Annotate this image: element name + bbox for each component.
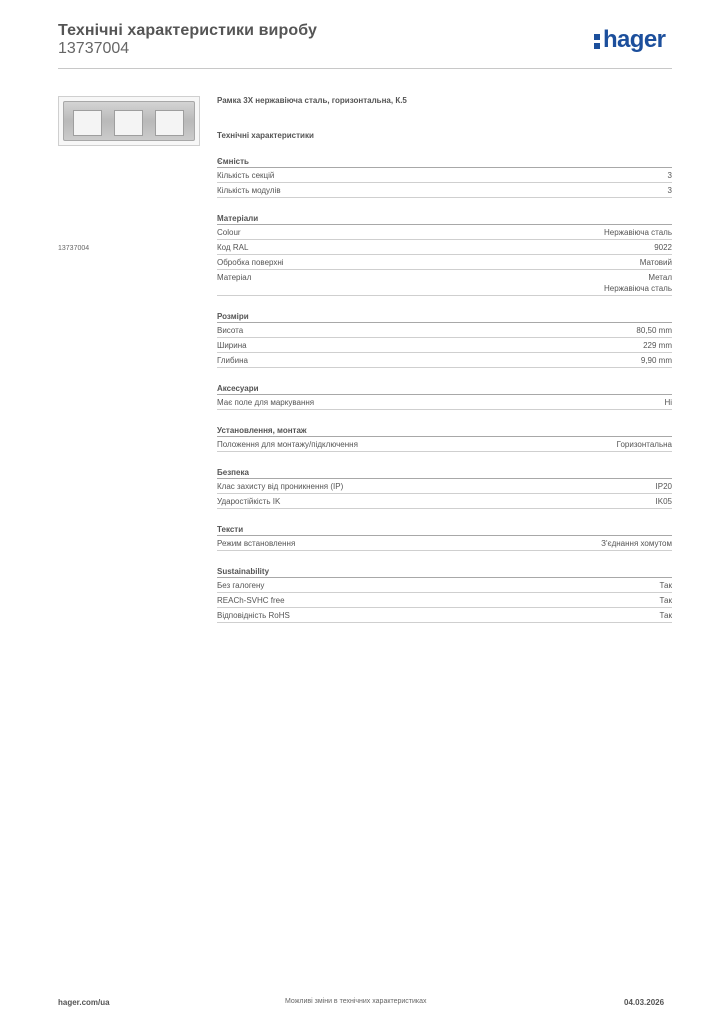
group-title: Безпека — [217, 467, 672, 479]
spec-value-line: 3 — [667, 186, 672, 195]
spec-group — [217, 467, 672, 509]
spec-value-line: 80,50 mm — [636, 326, 672, 335]
spec-group — [217, 156, 672, 198]
spec-label: Colour — [217, 228, 241, 237]
spec-value-line: Так — [659, 581, 672, 590]
spec-label: Код RAL — [217, 243, 249, 252]
spec-row — [217, 323, 672, 338]
spec-row — [217, 437, 672, 452]
footer-website-link[interactable]: hager.com/ua — [58, 998, 110, 1007]
spec-label: Кількість секцій — [217, 171, 275, 180]
logo-text: hager — [603, 26, 666, 53]
spec-label: Має поле для маркування — [217, 398, 315, 407]
spec-group — [217, 524, 672, 551]
spec-row — [217, 225, 672, 240]
spec-label: Кількість модулів — [217, 186, 281, 195]
spec-value — [660, 580, 672, 591]
spec-value — [656, 481, 672, 492]
spec-value — [660, 610, 672, 621]
spec-value — [660, 595, 672, 606]
group-title: Розміри — [217, 311, 672, 323]
spec-value — [636, 325, 672, 336]
spec-value — [640, 257, 672, 268]
spec-row — [217, 353, 672, 368]
spec-value-line: З'єднання хомутом — [601, 539, 672, 548]
header-divider — [58, 68, 672, 69]
footer-date: 04.03.2026 — [624, 998, 665, 1007]
group-title: Аксесуари — [217, 383, 672, 395]
spec-label: Без галогену — [217, 581, 265, 590]
footer-note: Можливі зміни в технічних характеристиках — [285, 998, 427, 1005]
spec-value-line: 9022 — [654, 243, 672, 252]
spec-row — [217, 270, 672, 296]
image-caption: 13737004 — [58, 245, 90, 252]
spec-value — [668, 170, 672, 181]
spec-value — [656, 496, 672, 507]
spec-row — [217, 338, 672, 353]
spec-label: Матеріал — [217, 273, 252, 282]
spec-value-line: Матовий — [639, 258, 672, 267]
spec-label: Клас захисту від проникнення (IP) — [217, 482, 344, 491]
group-title: Тексти — [217, 524, 672, 536]
spec-row — [217, 578, 672, 593]
spec-label: Режим встановлення — [217, 539, 296, 548]
spec-group — [217, 383, 672, 410]
frame-window — [73, 110, 102, 136]
spec-label: REACh-SVHC free — [217, 596, 285, 605]
spec-group — [217, 566, 672, 623]
group-title: Матеріали — [217, 213, 672, 225]
spec-value — [641, 355, 672, 366]
spec-label: Глибина — [217, 356, 248, 365]
hager-logo[interactable] — [594, 28, 665, 56]
spec-row — [217, 593, 672, 608]
spec-value-line: Метал — [648, 273, 672, 282]
document-title: Технічні характеристики виробу — [58, 22, 317, 39]
spec-value — [664, 397, 672, 408]
spec-row — [217, 494, 672, 509]
spec-row — [217, 255, 672, 270]
group-title: Ємність — [217, 156, 672, 168]
spec-row — [217, 168, 672, 183]
spec-label: Відповідність RoHS — [217, 611, 290, 620]
spec-value — [601, 538, 672, 549]
spec-label: Ударостійкість IK — [217, 497, 281, 506]
product-code: 13737004 — [58, 40, 130, 57]
spec-row — [217, 395, 672, 410]
spec-label: Положення для монтажу/підключення — [217, 440, 358, 449]
spec-label: Висота — [217, 326, 244, 335]
spec-value-line: 3 — [667, 171, 672, 180]
spec-row — [217, 240, 672, 255]
spec-value-line: 229 mm — [643, 341, 672, 350]
product-image — [58, 96, 200, 146]
frame-icon — [63, 101, 195, 141]
spec-value-line: Так — [659, 611, 672, 620]
spec-value — [604, 227, 672, 238]
spec-value — [668, 185, 672, 196]
spec-group — [217, 311, 672, 368]
logo-colon-icon — [594, 28, 602, 52]
group-title: Установлення, монтаж — [217, 425, 672, 437]
spec-value — [617, 439, 672, 450]
spec-group — [217, 425, 672, 452]
spec-row — [217, 536, 672, 551]
group-title: Sustainability — [217, 566, 672, 578]
spec-row — [217, 608, 672, 623]
spec-value — [643, 340, 672, 351]
spec-value — [604, 272, 672, 294]
spec-value-line: Нержавіюча сталь — [603, 284, 672, 293]
spec-value-line: Горизонтальна — [616, 440, 672, 449]
frame-window — [114, 110, 143, 136]
spec-value-line: Нержавіюча сталь — [603, 228, 672, 237]
product-name: Рамка 3X нержавіюча сталь, горизонтальна, К.5 — [217, 96, 407, 105]
spec-groups — [217, 156, 672, 623]
spec-group — [217, 213, 672, 296]
frame-window — [155, 110, 184, 136]
spec-label: Ширина — [217, 341, 247, 350]
spec-value-line: IK05 — [655, 497, 672, 506]
spec-row — [217, 479, 672, 494]
spec-row — [217, 183, 672, 198]
section-title: Технічні характеристики — [217, 131, 314, 140]
spec-value — [654, 242, 672, 253]
spec-value-line: IP20 — [655, 482, 672, 491]
spec-value-line: Так — [659, 596, 672, 605]
spec-label: Обробка поверхні — [217, 258, 284, 267]
spec-value-line: Ні — [664, 398, 672, 407]
spec-value-line: 9,90 mm — [640, 356, 672, 365]
spec-content — [217, 96, 672, 623]
